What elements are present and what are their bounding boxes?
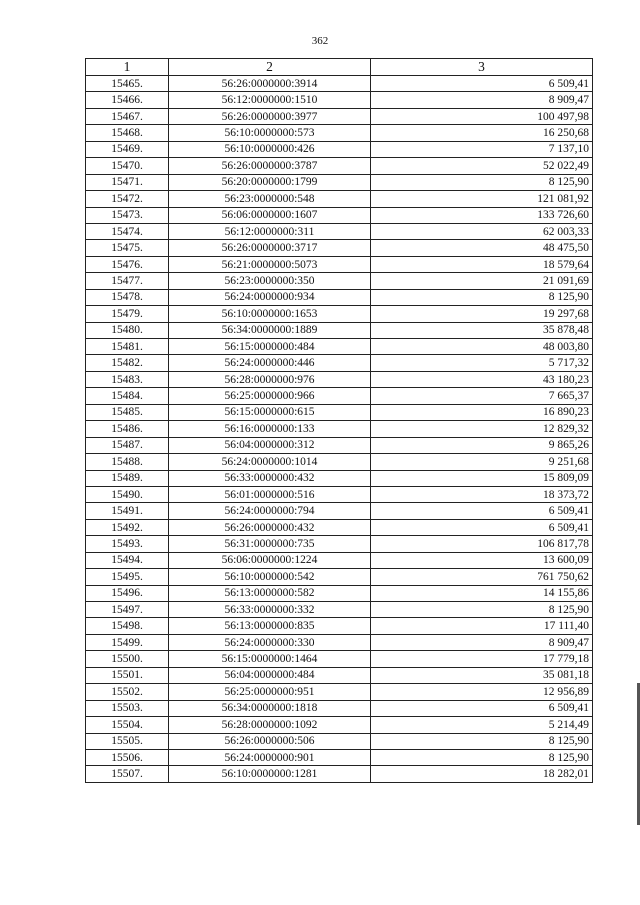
value-cell: 7 137,10 [371,141,593,157]
row-number-cell: 15469. [86,141,169,157]
row-number-cell: 15493. [86,536,169,552]
cadastral-number-cell: 56:24:0000000:446 [169,355,371,371]
cadastral-number-cell: 56:33:0000000:432 [169,470,371,486]
row-number-cell: 15478. [86,289,169,305]
value-cell: 761 750,62 [371,569,593,585]
value-cell: 62 003,33 [371,223,593,239]
cadastral-number-cell: 56:10:0000000:426 [169,141,371,157]
row-number-cell: 15501. [86,667,169,683]
cadastral-number-cell: 56:13:0000000:582 [169,585,371,601]
table-body [86,76,593,783]
table-row [86,108,593,124]
table-row [86,322,593,338]
cadastral-number-cell: 56:25:0000000:951 [169,684,371,700]
cadastral-number-cell: 56:34:0000000:1818 [169,700,371,716]
cadastral-number-cell: 56:12:0000000:311 [169,223,371,239]
value-cell: 6 509,41 [371,700,593,716]
value-cell: 17 111,40 [371,618,593,634]
table-row [86,256,593,272]
value-cell: 43 180,23 [371,371,593,387]
value-cell: 15 809,09 [371,470,593,486]
table-row [86,306,593,322]
row-number-cell: 15476. [86,256,169,272]
row-number-cell: 15475. [86,240,169,256]
row-number-cell: 15480. [86,322,169,338]
row-number-cell: 15470. [86,158,169,174]
row-number-cell: 15474. [86,223,169,239]
cadastral-number-cell: 56:23:0000000:548 [169,191,371,207]
row-number-cell: 15483. [86,371,169,387]
cadastral-number-cell: 56:26:0000000:3717 [169,240,371,256]
table-row [86,454,593,470]
table-row [86,289,593,305]
value-cell: 35 081,18 [371,667,593,683]
value-cell: 8 125,90 [371,602,593,618]
row-number-cell: 15481. [86,339,169,355]
table-row [86,470,593,486]
table-row [86,766,593,782]
value-cell: 8 125,90 [371,174,593,190]
cadastral-number-cell: 56:26:0000000:3977 [169,108,371,124]
row-number-cell: 15484. [86,388,169,404]
table-row [86,667,593,683]
row-number-cell: 15473. [86,207,169,223]
column-header-3: 3 [371,59,593,76]
row-number-cell: 15505. [86,733,169,749]
value-cell: 121 081,92 [371,191,593,207]
cadastral-number-cell: 56:26:0000000:432 [169,519,371,535]
cadastral-number-cell: 56:10:0000000:573 [169,125,371,141]
value-cell: 19 297,68 [371,306,593,322]
value-cell: 6 509,41 [371,519,593,535]
cadastral-number-cell: 56:16:0000000:133 [169,421,371,437]
table-row [86,536,593,552]
cadastral-number-cell: 56:24:0000000:901 [169,749,371,765]
cadastral-number-cell: 56:23:0000000:350 [169,273,371,289]
row-number-cell: 15471. [86,174,169,190]
row-number-cell: 15487. [86,437,169,453]
table-row [86,125,593,141]
table-row [86,569,593,585]
value-cell: 7 665,37 [371,388,593,404]
table-row [86,174,593,190]
value-cell: 6 509,41 [371,76,593,92]
value-cell: 18 579,64 [371,256,593,272]
cadastral-number-cell: 56:24:0000000:794 [169,503,371,519]
row-number-cell: 15498. [86,618,169,634]
value-cell: 12 956,89 [371,684,593,700]
table-row [86,717,593,733]
row-number-cell: 15506. [86,749,169,765]
cadastral-number-cell: 56:26:0000000:3914 [169,76,371,92]
row-number-cell: 15466. [86,92,169,108]
value-cell: 48 475,50 [371,240,593,256]
value-cell: 5 214,49 [371,717,593,733]
table-row [86,223,593,239]
cadastral-number-cell: 56:24:0000000:330 [169,634,371,650]
cadastral-number-cell: 56:28:0000000:976 [169,371,371,387]
value-cell: 16 250,68 [371,125,593,141]
data-table [85,58,593,783]
value-cell: 8 125,90 [371,733,593,749]
cadastral-number-cell: 56:31:0000000:735 [169,536,371,552]
table-row [86,602,593,618]
row-number-cell: 15495. [86,569,169,585]
table-row [86,552,593,568]
cadastral-number-cell: 56:26:0000000:3787 [169,158,371,174]
row-number-cell: 15468. [86,125,169,141]
cadastral-number-cell: 56:10:0000000:542 [169,569,371,585]
table-row [86,749,593,765]
row-number-cell: 15465. [86,76,169,92]
cadastral-number-cell: 56:24:0000000:1014 [169,454,371,470]
table-header-row [86,59,593,76]
row-number-cell: 15477. [86,273,169,289]
row-number-cell: 15490. [86,486,169,502]
cadastral-number-cell: 56:06:0000000:1224 [169,552,371,568]
row-number-cell: 15503. [86,700,169,716]
value-cell: 16 890,23 [371,404,593,420]
table-row [86,92,593,108]
value-cell: 9 251,68 [371,454,593,470]
value-cell: 12 829,32 [371,421,593,437]
value-cell: 13 600,09 [371,552,593,568]
value-cell: 8 909,47 [371,92,593,108]
page-number: 362 [311,35,329,47]
row-number-cell: 15491. [86,503,169,519]
cadastral-number-cell: 56:21:0000000:5073 [169,256,371,272]
cadastral-number-cell: 56:33:0000000:332 [169,602,371,618]
value-cell: 5 717,32 [371,355,593,371]
cadastral-number-cell: 56:34:0000000:1889 [169,322,371,338]
table-row [86,651,593,667]
value-cell: 133 726,60 [371,207,593,223]
value-cell: 35 878,48 [371,322,593,338]
value-cell: 18 373,72 [371,486,593,502]
table-row [86,355,593,371]
cadastral-number-cell: 56:15:0000000:615 [169,404,371,420]
table-row [86,437,593,453]
value-cell: 8 909,47 [371,634,593,650]
value-cell: 106 817,78 [371,536,593,552]
cadastral-number-cell: 56:24:0000000:934 [169,289,371,305]
cadastral-number-cell: 56:06:0000000:1607 [169,207,371,223]
table-row [86,339,593,355]
value-cell: 14 155,86 [371,585,593,601]
row-number-cell: 15485. [86,404,169,420]
row-number-cell: 15472. [86,191,169,207]
cadastral-number-cell: 56:04:0000000:312 [169,437,371,453]
table-row [86,684,593,700]
table-row [86,618,593,634]
row-number-cell: 15499. [86,634,169,650]
value-cell: 8 125,90 [371,289,593,305]
value-cell: 18 282,01 [371,766,593,782]
cadastral-number-cell: 56:15:0000000:1464 [169,651,371,667]
column-header-2: 2 [169,59,371,76]
table-row [86,404,593,420]
row-number-cell: 15496. [86,585,169,601]
table-row [86,421,593,437]
value-cell: 52 022,49 [371,158,593,174]
table-row [86,76,593,92]
table-row [86,700,593,716]
row-number-cell: 15479. [86,306,169,322]
table-row [86,191,593,207]
cadastral-number-cell: 56:10:0000000:1281 [169,766,371,782]
cadastral-number-cell: 56:01:0000000:516 [169,486,371,502]
table-row [86,585,593,601]
value-cell: 8 125,90 [371,749,593,765]
row-number-cell: 15497. [86,602,169,618]
table-row [86,503,593,519]
table-row [86,733,593,749]
table-row [86,158,593,174]
row-number-cell: 15500. [86,651,169,667]
row-number-cell: 15486. [86,421,169,437]
table-row [86,273,593,289]
row-number-cell: 15467. [86,108,169,124]
table-row [86,486,593,502]
row-number-cell: 15482. [86,355,169,371]
row-number-cell: 15502. [86,684,169,700]
value-cell: 9 865,26 [371,437,593,453]
table-row [86,519,593,535]
cadastral-number-cell: 56:04:0000000:484 [169,667,371,683]
column-header-1: 1 [86,59,169,76]
table-row [86,388,593,404]
value-cell: 48 003,80 [371,339,593,355]
cadastral-number-cell: 56:10:0000000:1653 [169,306,371,322]
cadastral-number-cell: 56:25:0000000:966 [169,388,371,404]
cadastral-number-cell: 56:12:0000000:1510 [169,92,371,108]
cadastral-number-cell: 56:20:0000000:1799 [169,174,371,190]
table-row [86,371,593,387]
table-row [86,207,593,223]
cadastral-number-cell: 56:15:0000000:484 [169,339,371,355]
cadastral-number-cell: 56:28:0000000:1092 [169,717,371,733]
value-cell: 6 509,41 [371,503,593,519]
row-number-cell: 15492. [86,519,169,535]
cadastral-number-cell: 56:26:0000000:506 [169,733,371,749]
row-number-cell: 15507. [86,766,169,782]
table-row [86,141,593,157]
row-number-cell: 15504. [86,717,169,733]
table-row [86,240,593,256]
value-cell: 21 091,69 [371,273,593,289]
value-cell: 17 779,18 [371,651,593,667]
value-cell: 100 497,98 [371,108,593,124]
row-number-cell: 15488. [86,454,169,470]
row-number-cell: 15489. [86,470,169,486]
cadastral-number-cell: 56:13:0000000:835 [169,618,371,634]
row-number-cell: 15494. [86,552,169,568]
table-row [86,634,593,650]
